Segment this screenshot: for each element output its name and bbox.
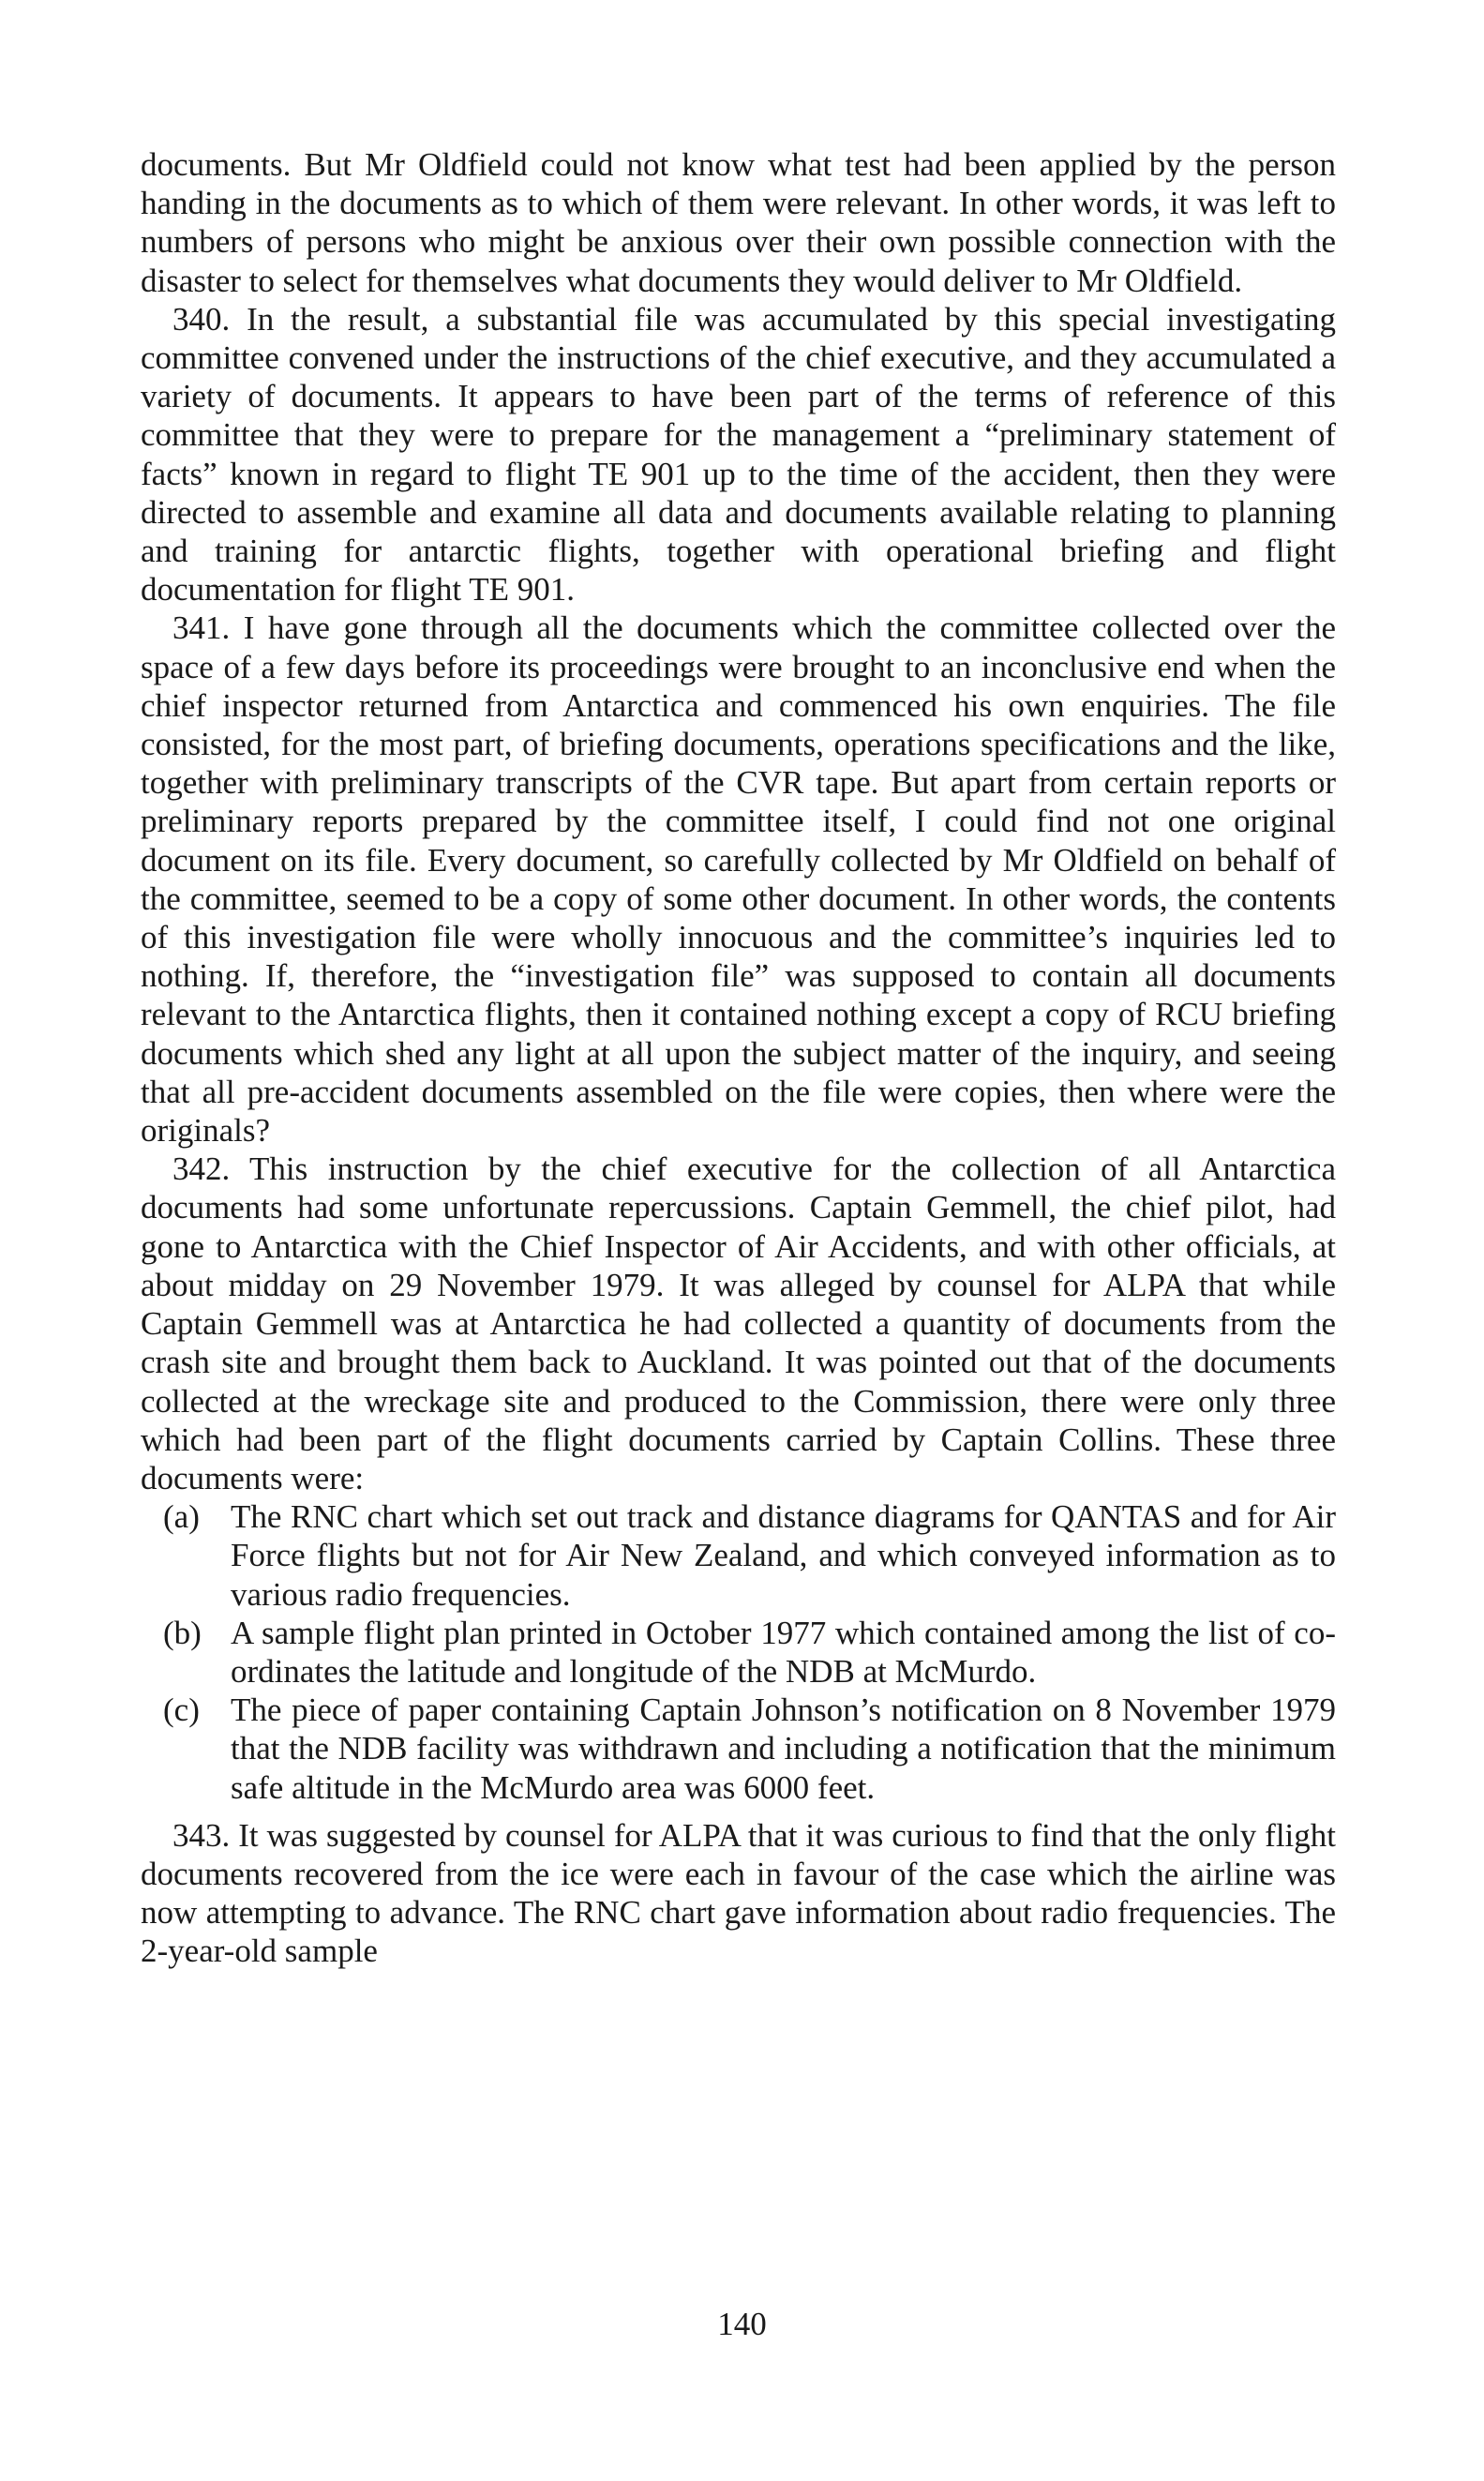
paragraph-343: 343. It was suggested by counsel for ALPA that it was curious to find that the only flight documents recovered from the ice were each in favour of the case which the airline was now attempting to advance. The RNC chart gave information about radio frequencies. The 2-year-old sample [141,1816,1336,1970]
document-list [141,1497,1336,1807]
paragraph-342: 342. This instruction by the chief executive for the collection of all Antarctica documents had some unfortunate repercussions. Captain Gemmell, the chief pilot, had gone to Antarctica with the Chief Inspector of Air Accidents, and with other officials, at about midday on 29 November 1979. It was alleged by counsel for ALPA that while Captain Gemmell was at Antarctica he had collected a quantity of documents from the crash site and brought them back to Auckland. It was pointed out that of the documents collected at the wreckage site and produced to the Commission, there were only three which had been part of the flight documents carried by Captain Collins. These three documents were: [141,1150,1336,1496]
list-text: The RNC chart which set out track and distance diagrams for QANTAS and for Air Force flights but not for Air New Zealand, and which conveyed information as to various radio frequencies. [231,1498,1336,1613]
paragraph-341: 341. I have gone through all the documents which the committee collected over the space of a few days before its proceedings were brought to an inconclusive end when the chief inspector returned from Antarctica and commenced his own enquiries. The file consisted, for the most part, of briefing documents, operations specifications and the like, together with preliminary transcripts of the CVR tape. But apart from certain reports or preliminary reports prepared by the committee itself, I could find not one original document on its file. Every document, so carefully collected by Mr Oldfield on behalf of the committee, seemed to be a copy of some other document. In other words, the contents of this investigation file were wholly innocuous and the committee’s inquiries led to nothing. If, therefore, the “investigation file” was supposed to contain all documents relevant to the Antarctica flights, then it contained nothing except a copy of RCU briefing documents which shed any light at all upon the subject matter of the inquiry, and seeing that all pre-accident documents assembled on the file were copies, then where were the originals? [141,609,1336,1150]
list-text: The piece of paper containing Captain Johnson’s notification on 8 November 1979 that the NDB facility was withdrawn and including a notification that the minimum safe altitude in the McMurdo area was 6000 feet. [231,1692,1336,1806]
list-label: (c) [163,1692,200,1729]
list-item-c [141,1691,1336,1807]
list-label: (b) [163,1614,202,1651]
list-item-b [141,1614,1336,1691]
paragraph-continuation: documents. But Mr Oldfield could not know what test had been applied by the person handing in the documents as to which of them were relevant. In other words, it was left to numbers of persons who might be anxious over their own possible connection with the disaster to select for themselves what documents they would deliver to Mr Oldfield. [141,146,1336,299]
paragraph-340: 340. In the result, a substantial file was accumulated by this special investigating committee convened under the instructions of the chief executive, and they accumulated a variety of documents. It appears to have been part of the terms of reference of this committee that they were to prepare for the management a “preliminary statement of facts” known in regard to flight TE 901 up to the time of the accident, then they were directed to assemble and examine all data and documents available relating to planning and training for antarctic flights, together with operational briefing and flight documentation for flight TE 901. [141,300,1336,609]
page-number: 140 [717,2306,767,2342]
list-item-a [141,1497,1336,1614]
body-text [141,145,1336,1971]
list-label: (a) [163,1498,200,1536]
list-text: A sample flight plan printed in October 1977 which contained among the list of co-ordinates the latitude and longitude of the NDB at McMurdo. [231,1614,1336,1690]
